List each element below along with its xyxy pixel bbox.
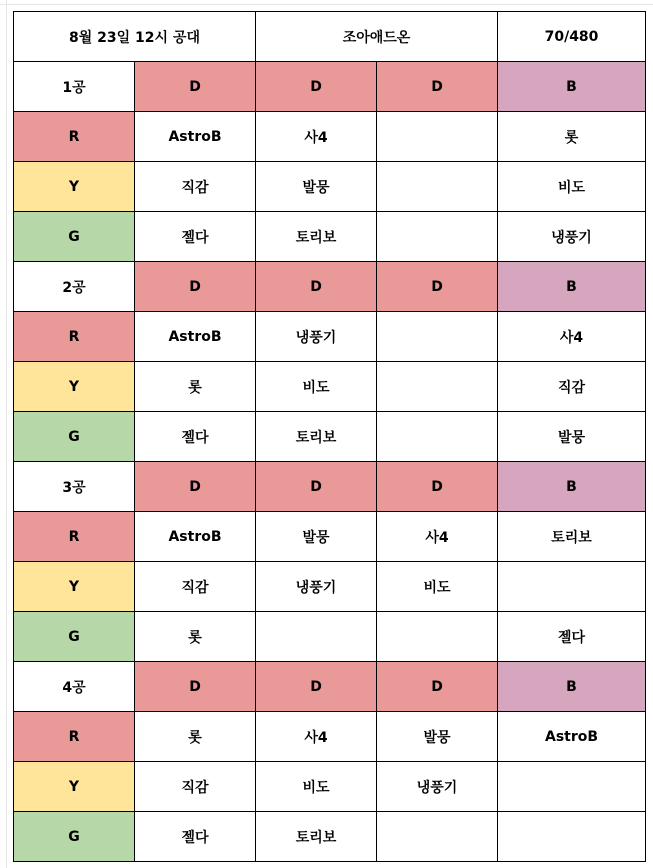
member-name-cell[interactable]: 젤다 [498, 612, 646, 662]
member-row [14, 162, 646, 212]
member-name-cell[interactable]: 냉풍기 [256, 312, 377, 362]
role-cell[interactable]: B [498, 662, 646, 712]
member-name-cell[interactable] [256, 612, 377, 662]
member-name-cell[interactable]: 비도 [256, 362, 377, 412]
member-name-cell[interactable]: 직감 [498, 362, 646, 412]
color-group-cell[interactable]: Y [14, 762, 135, 812]
raid-title-cell[interactable]: 8월 23일 12시 공대 [14, 12, 256, 62]
member-name-cell[interactable]: 직감 [135, 562, 256, 612]
member-name-cell[interactable] [377, 312, 498, 362]
member-row [14, 512, 646, 562]
color-group-cell[interactable]: R [14, 312, 135, 362]
member-name-cell[interactable]: 사4 [498, 312, 646, 362]
count-cell[interactable]: 70/480 [498, 12, 646, 62]
member-name-cell[interactable] [377, 412, 498, 462]
member-name-cell[interactable]: 젤다 [135, 812, 256, 862]
member-row [14, 362, 646, 412]
member-name-cell[interactable]: 토리보 [256, 412, 377, 462]
member-name-cell[interactable]: 사4 [256, 712, 377, 762]
sheet-gridline [6, 0, 7, 868]
member-name-cell[interactable]: 비도 [498, 162, 646, 212]
sheet-gridline [0, 4, 653, 5]
role-cell[interactable]: B [498, 62, 646, 112]
member-name-cell[interactable]: 젤다 [135, 412, 256, 462]
party-header-row [14, 462, 646, 512]
color-group-cell[interactable]: Y [14, 162, 135, 212]
member-name-cell[interactable]: 롯 [135, 612, 256, 662]
role-cell[interactable]: D [135, 62, 256, 112]
member-row [14, 212, 646, 262]
member-name-cell[interactable] [498, 762, 646, 812]
member-name-cell[interactable]: 비도 [256, 762, 377, 812]
member-name-cell[interactable]: 젤다 [135, 212, 256, 262]
color-group-cell[interactable]: G [14, 812, 135, 862]
member-name-cell[interactable]: 발뭉 [256, 512, 377, 562]
member-name-cell[interactable]: 사4 [256, 112, 377, 162]
member-name-cell[interactable] [377, 112, 498, 162]
member-row [14, 312, 646, 362]
member-row [14, 562, 646, 612]
member-name-cell[interactable]: 냉풍기 [256, 562, 377, 612]
color-group-cell[interactable]: Y [14, 362, 135, 412]
party-label-cell[interactable]: 2공 [14, 262, 135, 312]
member-name-cell[interactable] [377, 162, 498, 212]
member-name-cell[interactable]: AstroB [135, 112, 256, 162]
member-name-cell[interactable] [377, 362, 498, 412]
member-name-cell[interactable]: 토리보 [498, 512, 646, 562]
party-header-row [14, 262, 646, 312]
member-name-cell[interactable]: 사4 [377, 512, 498, 562]
member-name-cell[interactable]: 냉풍기 [498, 212, 646, 262]
header-row [14, 12, 646, 62]
party-schedule-table [13, 11, 646, 862]
role-cell[interactable]: D [135, 262, 256, 312]
member-name-cell[interactable]: 발뭉 [377, 712, 498, 762]
role-cell[interactable]: D [256, 262, 377, 312]
member-name-cell[interactable]: 직감 [135, 162, 256, 212]
color-group-cell[interactable]: R [14, 112, 135, 162]
color-group-cell[interactable]: R [14, 712, 135, 762]
member-name-cell[interactable]: 토리보 [256, 812, 377, 862]
member-name-cell[interactable]: 롯 [498, 112, 646, 162]
role-cell[interactable]: B [498, 462, 646, 512]
party-header-row [14, 662, 646, 712]
member-row [14, 412, 646, 462]
role-cell[interactable]: D [256, 462, 377, 512]
role-cell[interactable]: D [377, 462, 498, 512]
member-row [14, 762, 646, 812]
role-cell[interactable]: D [256, 662, 377, 712]
member-name-cell[interactable]: 직감 [135, 762, 256, 812]
role-cell[interactable]: D [377, 62, 498, 112]
member-name-cell[interactable] [377, 812, 498, 862]
role-cell[interactable]: D [377, 262, 498, 312]
member-row [14, 812, 646, 862]
member-name-cell[interactable]: 토리보 [256, 212, 377, 262]
member-name-cell[interactable]: 롯 [135, 712, 256, 762]
color-group-cell[interactable]: G [14, 612, 135, 662]
member-name-cell[interactable] [377, 212, 498, 262]
color-group-cell[interactable]: G [14, 212, 135, 262]
member-name-cell[interactable]: AstroB [498, 712, 646, 762]
table-body [14, 12, 646, 862]
member-name-cell[interactable] [377, 612, 498, 662]
role-cell[interactable]: D [135, 462, 256, 512]
party-header-row [14, 62, 646, 112]
party-label-cell[interactable]: 4공 [14, 662, 135, 712]
member-row [14, 712, 646, 762]
member-name-cell[interactable]: 롯 [135, 362, 256, 412]
party-label-cell[interactable]: 1공 [14, 62, 135, 112]
color-group-cell[interactable]: G [14, 412, 135, 462]
role-cell[interactable]: D [135, 662, 256, 712]
member-name-cell[interactable] [498, 562, 646, 612]
member-name-cell[interactable]: 비도 [377, 562, 498, 612]
member-row [14, 112, 646, 162]
color-group-cell[interactable]: Y [14, 562, 135, 612]
member-name-cell[interactable]: 발뭉 [256, 162, 377, 212]
member-name-cell[interactable]: AstroB [135, 512, 256, 562]
party-label-cell[interactable]: 3공 [14, 462, 135, 512]
member-row [14, 612, 646, 662]
role-cell[interactable]: D [377, 662, 498, 712]
role-cell[interactable]: D [256, 62, 377, 112]
member-name-cell[interactable]: AstroB [135, 312, 256, 362]
member-name-cell[interactable]: 냉풍기 [377, 762, 498, 812]
dungeon-name-cell[interactable]: 조아애드온 [256, 12, 498, 62]
color-group-cell[interactable]: R [14, 512, 135, 562]
role-cell[interactable]: B [498, 262, 646, 312]
member-name-cell[interactable] [498, 812, 646, 862]
member-name-cell[interactable]: 발뭉 [498, 412, 646, 462]
